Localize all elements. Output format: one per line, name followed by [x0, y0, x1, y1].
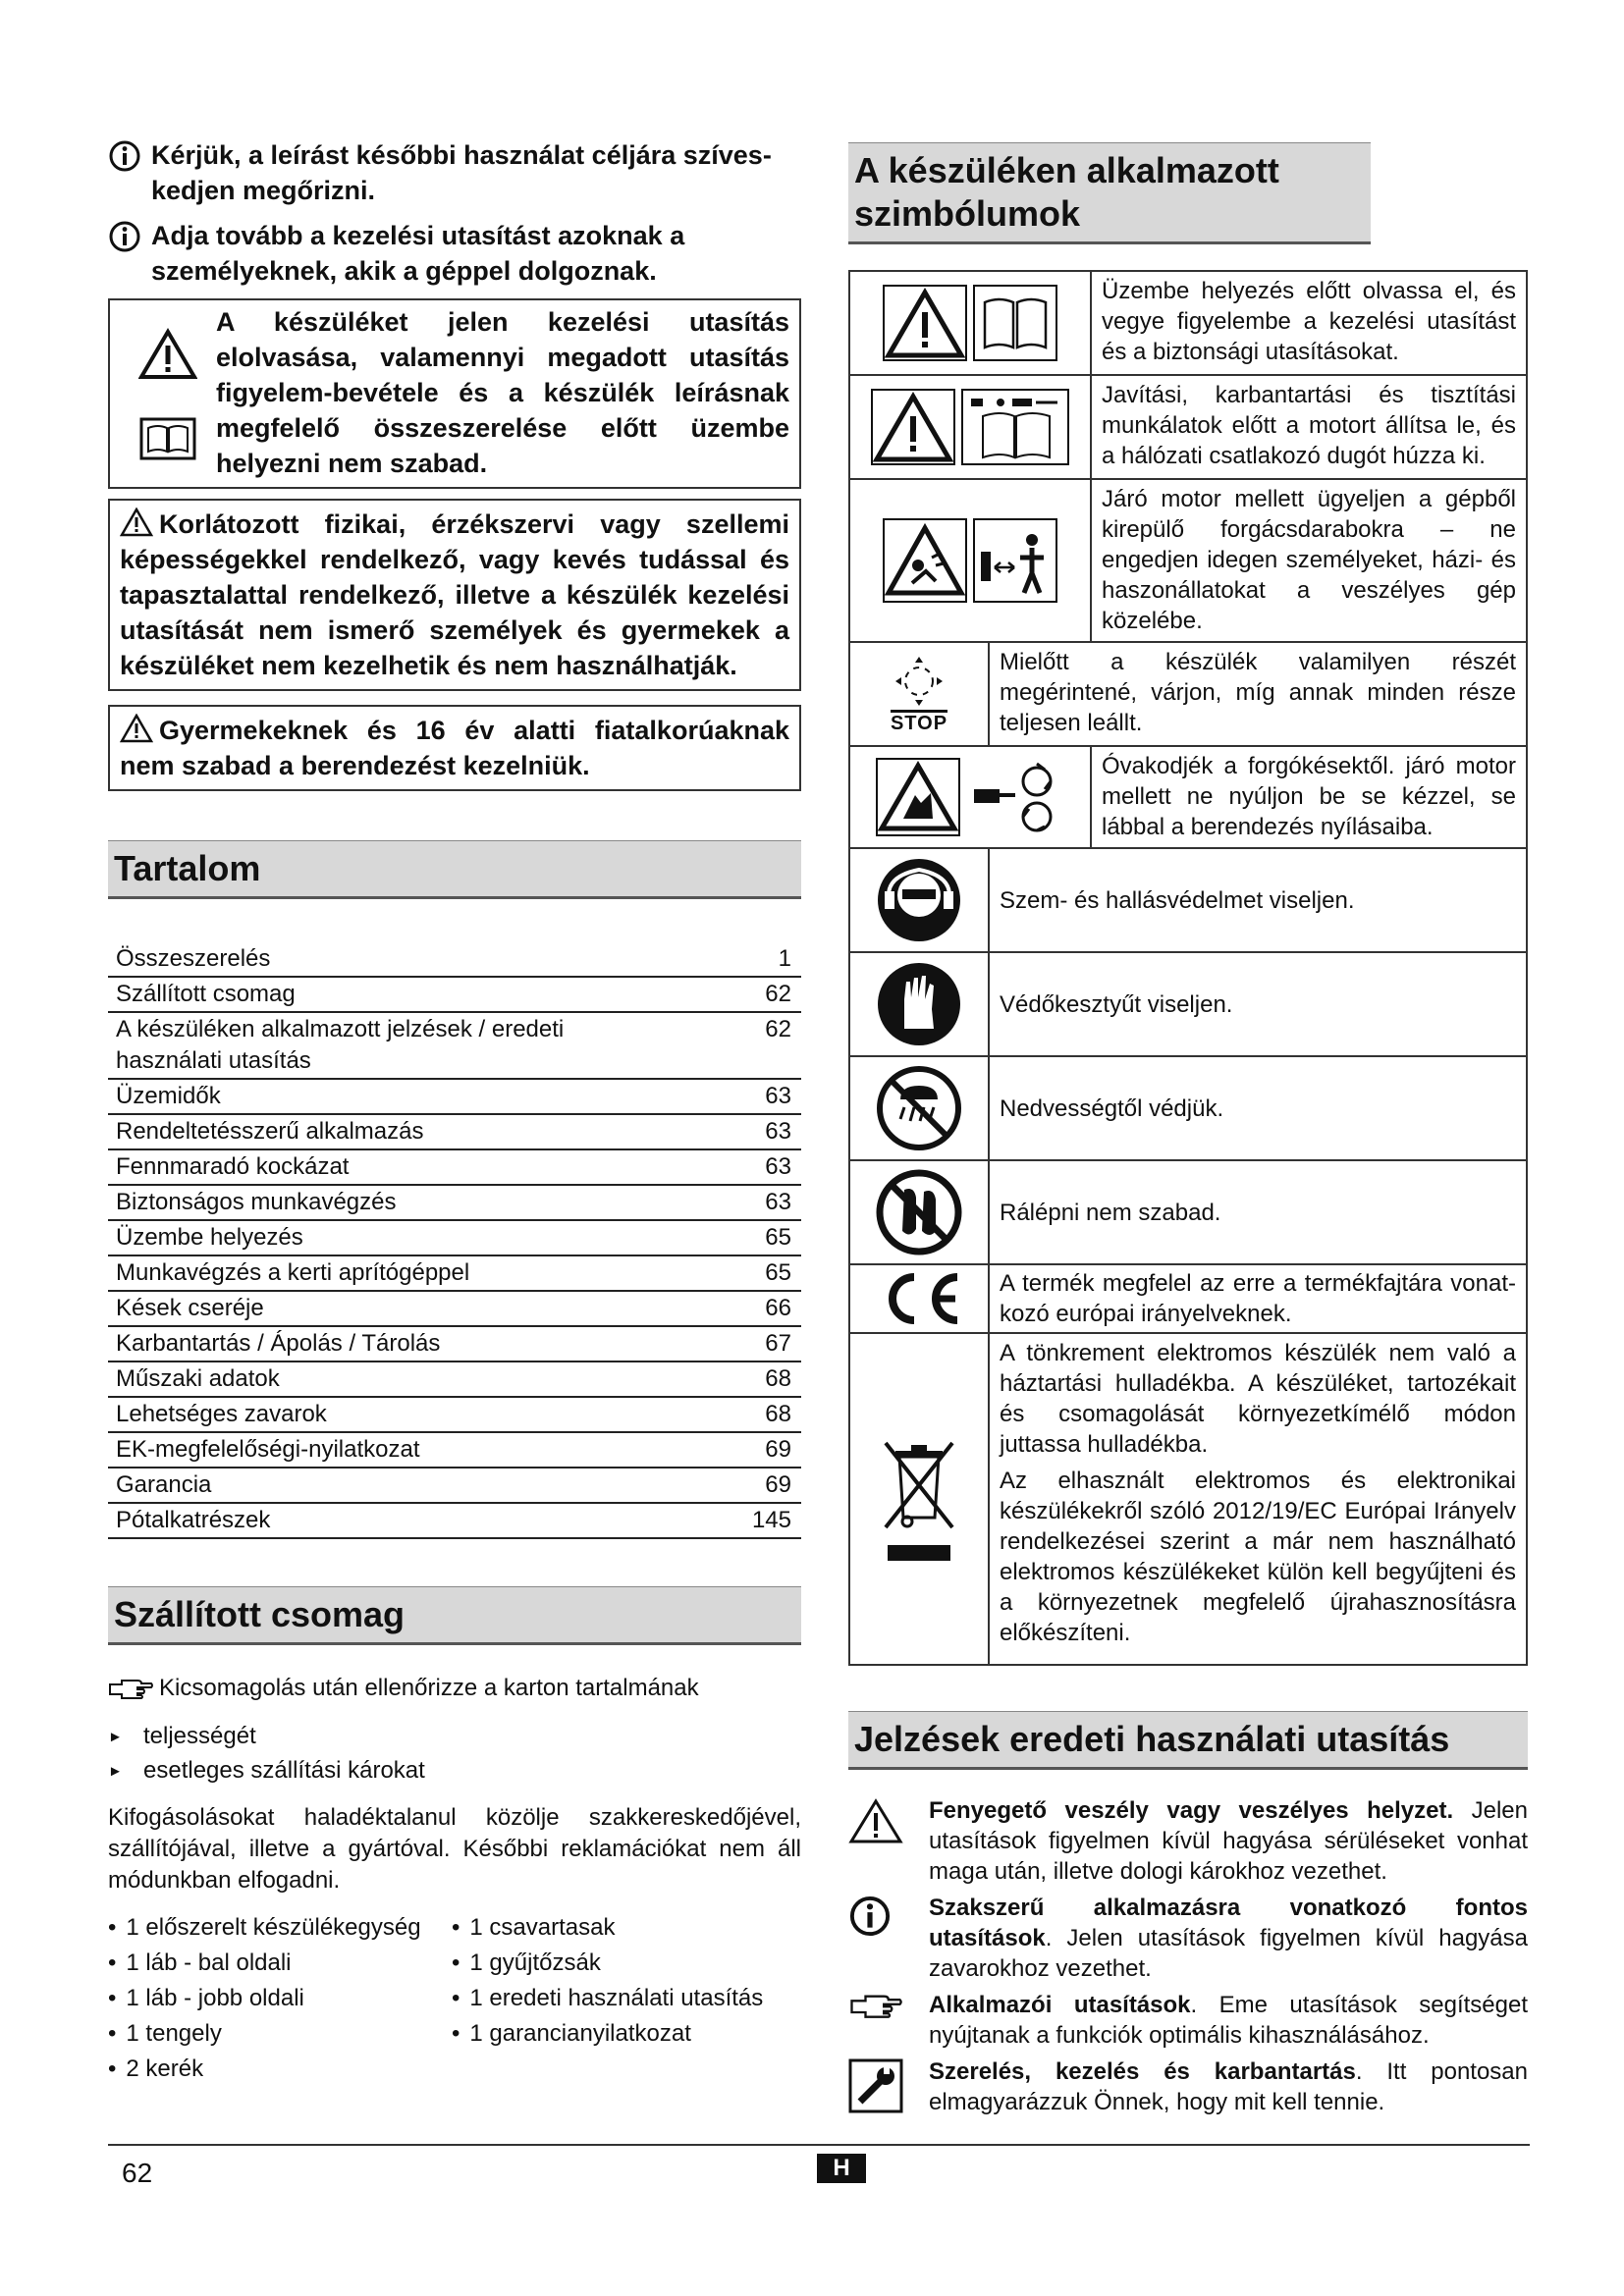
toc-row	[108, 1468, 801, 1504]
left-column	[108, 137, 801, 2087]
list-item	[848, 1990, 1528, 2051]
list-item	[848, 1893, 1528, 1984]
package-intro	[108, 1675, 801, 1702]
list-item: ► esetleges szállítási károkat	[108, 1754, 801, 1789]
toc-page: 65	[765, 1259, 791, 1286]
toc-row	[108, 1080, 801, 1115]
info-icon	[108, 220, 151, 262]
flying-debris-icon	[883, 518, 967, 603]
page-number: 62	[122, 2158, 153, 2188]
toc-label: Szállított csomag	[116, 981, 296, 1007]
info-icon	[848, 1895, 892, 1938]
legend-heading: Jelzések eredeti használati utasítás	[848, 1711, 1528, 1770]
table-row	[850, 1057, 1526, 1161]
toc-page: 63	[765, 1189, 791, 1215]
toc-page: 63	[765, 1153, 791, 1180]
pointing-hand-icon	[108, 1677, 153, 1700]
list-item: ► teljességét	[108, 1720, 801, 1754]
toc-row	[108, 1256, 801, 1292]
toc-page: 62	[765, 1016, 791, 1042]
symbol-description: Járó motor mellett ügyeljen a gépből kirepülő forgácsdarabokra – ne engedjen idegen személyeket, házi- és haszonállatokat a veszélyes gép közelébe.	[1102, 486, 1516, 634]
symbol-description: Szem- és hallásvédelmet viseljen.	[1000, 886, 1355, 914]
toc-page: 63	[765, 1118, 791, 1145]
legend-text: . Eme utasítások segítséget nyújtanak a funkciók optimális kihasználásához.	[929, 1992, 1528, 2049]
toc-page: 69	[765, 1436, 791, 1463]
warning-triangle-icon	[848, 1797, 903, 1844]
toc-row	[108, 1504, 801, 1539]
toc-row	[108, 1292, 801, 1327]
toc-label: Rendeltetésszerű alkalmazás	[116, 1118, 424, 1145]
toc-label: Lehetséges zavarok	[116, 1401, 327, 1427]
toc-label: Összeszerelés	[116, 945, 271, 972]
toc-page: 62	[765, 981, 791, 1007]
warning-triangle-icon	[883, 285, 967, 361]
symbol-description: Óvakodjék a forgókésektől. járó motor mellett ne nyúljon be se kézzel, se lábbal a berendezés nyílásaiba.	[1102, 753, 1516, 840]
table-row	[850, 849, 1526, 953]
symbol-description: Javítási, karbantartási és tisztítási munkálatok előtt a motort állítsa le, és a hálózati csatlakozó dugót húzza ki.	[1102, 382, 1516, 469]
package-heading: Szállított csomag	[108, 1586, 801, 1645]
warning-box-manual	[108, 298, 801, 489]
toc-label: Biztonságos munkavégzés	[116, 1189, 397, 1215]
toc-row	[108, 1115, 801, 1150]
toc-label: Garancia	[116, 1471, 212, 1498]
table-row	[850, 1334, 1526, 1664]
toc-row	[108, 1362, 801, 1398]
toc-page: 67	[765, 1330, 791, 1357]
no-step-icon	[875, 1168, 963, 1256]
list-item: • 1 garancianyilatkozat	[452, 2016, 795, 2052]
ce-mark-icon	[875, 1271, 963, 1326]
symbols-table	[848, 270, 1528, 1666]
table-row	[850, 1265, 1526, 1334]
info-note	[108, 218, 801, 289]
right-column	[848, 142, 1528, 2127]
toc-row	[108, 1221, 801, 1256]
list-item: • 1 csavartasak	[452, 1910, 795, 1946]
toc-label: EK-megfelelőségi-nyilatkozat	[116, 1436, 420, 1463]
legend-bold: Szakszerű alkalmazásra vonatkozó fontos utasítások	[929, 1895, 1528, 1951]
info-note-text: Adja tovább a kezelési utasítást azoknak a személyeknek, akik a géppel dolgoznak.	[151, 221, 685, 286]
legend-bold: Szerelés, kezelés és karbantartás	[929, 2058, 1356, 2085]
keep-distance-icon	[973, 518, 1057, 603]
hand-injury-icon	[876, 758, 960, 836]
table-row	[850, 480, 1526, 643]
toc-row	[108, 942, 801, 978]
toc-label: Pótalkatrészek	[116, 1507, 271, 1533]
manual-book-icon	[138, 416, 197, 466]
list-item: • 1 láb - jobb oldali	[108, 1981, 452, 2016]
table-row	[850, 953, 1526, 1057]
toc-label: A készüléken alkalmazott jelzések / eredeti használati utasítás	[116, 1016, 565, 1074]
package-items	[108, 1910, 801, 2087]
list-item	[848, 1795, 1528, 1887]
toc-label: Fennmaradó kockázat	[116, 1153, 350, 1180]
list-item: • 1 előszerelt készülékegység	[108, 1910, 452, 1946]
toc-page: 69	[765, 1471, 791, 1498]
legend-text: . Itt pontosan elmagyarázzuk Önnek, hogy mit kell tennie.	[929, 2058, 1528, 2115]
list-item: • 1 tengely	[108, 2016, 452, 2052]
table-row	[850, 747, 1526, 849]
eye-ear-protection-icon	[875, 856, 963, 944]
toc-label: Üzemidők	[116, 1083, 221, 1109]
symbol-description: Védőkesztyűt viseljen.	[1000, 990, 1233, 1018]
toc-row	[108, 1433, 801, 1468]
toc-page: 63	[765, 1083, 791, 1109]
toc-label: Karbantartás / Ápolás / Tárolás	[116, 1330, 441, 1357]
toc-row	[108, 1327, 801, 1362]
info-note-text: Kérjük, a leírást későbbi használat céljára szíves-kedjen megőrizni.	[151, 140, 772, 205]
warning-triangle-icon	[138, 328, 197, 386]
list-item: • 1 láb - bal oldali	[108, 1946, 452, 1981]
rotating-blades-icon	[888, 653, 950, 710]
weee-bar	[888, 1545, 950, 1561]
list-item: • 1 eredeti használati utasítás	[452, 1981, 795, 2016]
list-item	[848, 2056, 1528, 2121]
list-item: • 1 gyűjtőzsák	[452, 1946, 795, 1981]
warning-box-persons	[108, 499, 801, 691]
toc-row	[108, 1150, 801, 1186]
stop-label: STOP	[891, 710, 947, 735]
toc-label: Munkavégzés a kerti aprítógéppel	[116, 1259, 470, 1286]
warning-triangle-icon	[120, 714, 153, 743]
list-item: • 2 kerék	[108, 2052, 452, 2087]
toc-row	[108, 1398, 801, 1433]
info-icon	[108, 139, 151, 182]
table-row	[850, 643, 1526, 747]
symbols-heading: A készüléken alkalmazott szimbólumok	[848, 142, 1371, 244]
toc-page: 68	[765, 1401, 791, 1427]
package-note: Kifogásolásokat haladéktalanul közölje szakkereskedőjével, szállítójával, illetve a gyártóval. Későbbi reklamációkat nem áll módunkban elfogadni.	[108, 1804, 801, 1894]
toc-page: 1	[778, 945, 791, 972]
toc-label: Kések cseréje	[116, 1295, 264, 1321]
warning-box-text: Korlátozott fizikai, érzékszervi vagy szellemi képességekkel rendelkező, vagy kevés tudással és tapasztalattal rendelkező, illetve a készülék kezelési utasítását nem ismerő személyek és gyermekek a készüléket nem kezelhetik és nem használhatják.	[120, 509, 789, 680]
toc-label: Műszaki adatok	[116, 1365, 280, 1392]
symbol-description: A termék megfelel az erre a termékfajtára vonat-kozó európai irányelveknek.	[1000, 1270, 1516, 1327]
toc-page: 68	[765, 1365, 791, 1392]
toc-label: Üzembe helyezés	[116, 1224, 303, 1251]
footer-divider	[108, 2144, 1530, 2146]
rotating-knife-icon	[966, 758, 1064, 836]
warning-box-text: A készüléket jelen kezelési utasítás elolvasása, valamennyi megadott utasítás figyelem-bevétele és a készülék leírásnak megfelelő összeszerelése előtt üzembe helyezni nem szabad.	[216, 307, 789, 478]
crossed-bin-icon	[880, 1437, 958, 1531]
table-row	[850, 1161, 1526, 1265]
manual-book-icon	[973, 285, 1057, 361]
wrench-icon	[848, 2058, 903, 2113]
toc-page: 66	[765, 1295, 791, 1321]
warning-box-children	[108, 705, 801, 791]
symbol-description: Mielőtt a készülék valamilyen részét megérintené, várjon, míg annak minden része teljesen leállt.	[1000, 649, 1516, 736]
symbol-description: Az elhasznált elektromos és elektronikai készülékekről szóló 2012/19/EC Európai Irányelv rendelkezései szerint a már nem használható elektromos készülékeket külön kell begyűjteni és a környezetnek megfelelő újrahasznosításra előkészíteni.	[1000, 1468, 1516, 1646]
legend-list	[848, 1795, 1528, 2121]
info-note	[108, 137, 801, 208]
toc-page: 145	[751, 1507, 791, 1533]
warning-triangle-icon	[871, 389, 955, 465]
symbol-description: Nedvességtől védjük.	[1000, 1095, 1224, 1122]
symbol-description: Üzembe helyezés előtt olvassa el, és vegye figyelembe a kezelési utasítást és a biztonsági utasításokat.	[1102, 278, 1516, 365]
table-row	[850, 272, 1526, 376]
toc-row	[108, 1013, 801, 1080]
language-badge: H	[817, 2154, 866, 2183]
legend-bold: Alkalmazói utasítások	[929, 1992, 1191, 2018]
toc-heading: Tartalom	[108, 840, 801, 899]
pointing-hand-icon	[848, 1992, 903, 2019]
legend-text: . Jelen utasítások figyelmen kívül hagyása zavarokhoz vezethet.	[929, 1925, 1528, 1982]
legend-text: Jelen utasítások figyelmen kívül hagyása sérüléseket vonhat maga után, illetve dologi károkhoz vezethet.	[929, 1797, 1529, 1885]
symbol-description: A tönkrement elektromos készülék nem való a háztartási hulladékba. A készüléket, tartozékait és csomagolását környezetkímélő módon juttassa hulladékba.	[1000, 1340, 1516, 1458]
table-of-contents	[108, 942, 801, 1539]
toc-page: 65	[765, 1224, 791, 1251]
table-row	[850, 376, 1526, 480]
symbol-description: Rálépni nem szabad.	[1000, 1199, 1221, 1226]
warning-triangle-icon	[120, 507, 153, 537]
package-checks	[108, 1720, 801, 1789]
gloves-icon	[875, 960, 963, 1048]
warning-box-text: Gyermekeknek és 16 év alatti fiatalkorúaknak nem szabad a berendezést kezelniük.	[120, 716, 789, 780]
no-rain-icon	[875, 1064, 963, 1152]
package-intro-text: Kicsomagolás után ellenőrizze a karton tartalmának	[159, 1675, 699, 1701]
toc-row	[108, 978, 801, 1013]
legend-bold: Fenyegető veszély vagy veszélyes helyzet.	[929, 1797, 1454, 1824]
toc-row	[108, 1186, 801, 1221]
unplug-manual-icon	[961, 389, 1069, 465]
